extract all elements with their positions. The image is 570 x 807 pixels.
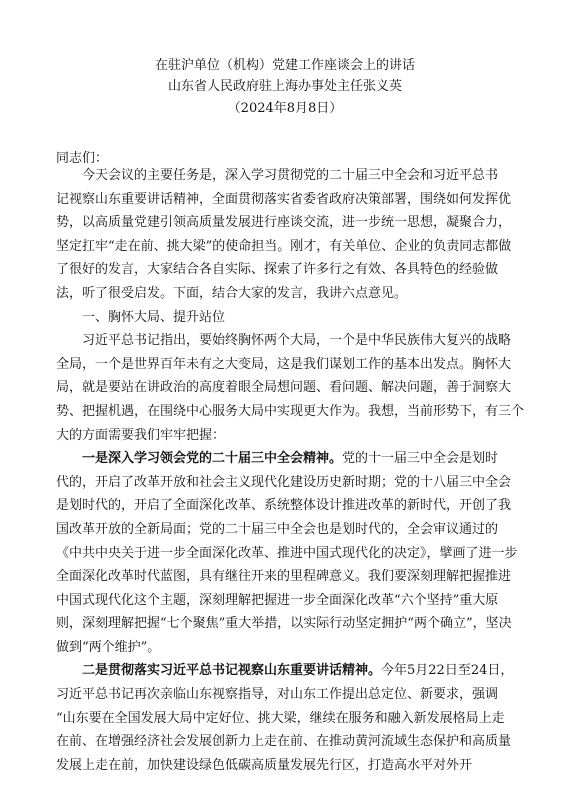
point1-line: 是划时代的，开启了全面深化改革、系统整体设计推进改革的新时代，开创了我 xyxy=(56,498,512,514)
point2-line: “山东要在全国发展大局中定好位、挑大梁，继续在服务和融入新发展格局上走 xyxy=(56,710,505,726)
para1-line: 局，就是要站在讲政治的高度着眼全局想问题、看问题、解决问题，善于洞察大 xyxy=(56,380,512,396)
point1-line: 全面深化改革时代蓝图，具有继往开来的里程碑意义。我们要深刻理解把握推进 xyxy=(56,569,512,585)
point1-line: 代的，开启了改革开放和社会主义现代化建设历史新时期；党的十八届三中全会 xyxy=(56,474,512,490)
para1-line: 大的方面需要我们牢牢把握： xyxy=(56,427,226,443)
speech-body xyxy=(56,164,525,777)
point2-line: 发展上走在前，加快建设绿色低碳高质量发展先行区，打造高水平对外开 xyxy=(56,757,473,773)
point2-first-rest: 今年5月22日至24日， xyxy=(381,663,514,679)
point1-line: 做到“两个维护”。 xyxy=(56,639,161,655)
point1-line: 国改革开放的全新局面；党的二十届三中全会也是划时代的，全会审议通过的 xyxy=(56,521,499,537)
para1-line: 全局，一个是世界百年未有之大变局，这是我们谋划工作的基本出发点。胸怀大 xyxy=(56,356,512,372)
speech-date: （2024年8月8日） xyxy=(227,101,343,116)
intro-line: 坚定扛牢“走在前、挑大梁”的使命担当。刚才，有关单位、企业的负责同志都做 xyxy=(56,238,512,254)
point1-line: 《中共中央关于进一步全面深化改革、推进中国式现代化的决定》，擘画了进一步 xyxy=(56,545,518,561)
point1-lead: 一是深入学习领会党的二十届三中全会精神。 xyxy=(56,451,343,467)
intro-line: 势，以高质量党建引领高质量发展进行座谈交流，进一步统一思想，凝聚合力， xyxy=(56,215,512,231)
point2-line: 习近平总书记再次亲临山东视察指导，对山东工作提出总定位、新要求，强调 xyxy=(56,687,499,703)
para1-line: 习近平总书记指出，要始终胸怀两个大局，一个是中华民族伟大复兴的战略 xyxy=(56,333,512,349)
salutation: 同志们： xyxy=(56,151,109,166)
intro-line: 记视察山东重要讲话精神，全面贯彻落实省委省政府决策部署，围绕如何发挥优 xyxy=(56,191,512,207)
point1-first-rest: 党的十一届三中全会是划时 xyxy=(342,451,499,467)
title-line-2: 山东省人民政府驻上海办事处主任张义英 xyxy=(167,79,402,94)
title-line-1: 在驻沪单位（机构）党建工作座谈会上的讲话 xyxy=(154,58,415,73)
para1-line: 势、把握机遇，在围绕中心服务大局中实现更大作为。我想，当前形势下，有三个 xyxy=(56,403,525,419)
point1-first-line xyxy=(56,447,516,471)
intro-line: 了很好的发言，大家结合各自实际、探索了许多行之有效、各具特色的经验做 xyxy=(56,262,499,278)
intro-line: 法，听了很受启发。下面，结合大家的发言，我讲六点意见。 xyxy=(56,285,408,301)
point2-lead: 二是贯彻落实习近平总书记视察山东重要讲话精神。 xyxy=(56,663,382,679)
point2-line: 在前、在增强经济社会发展创新力上走在前、在推动黄河流域生态保护和高质量 xyxy=(56,734,512,750)
point1-line: 中国式现代化这个主题，深刻理解把握进一步全面深化改革“六个坚持”重大原 xyxy=(56,592,499,608)
point1-line: 则，深刻理解把握“七个聚焦”重大举措，以实际行动坚定拥护“两个确立”，坚决 xyxy=(56,616,512,632)
point2-first-line xyxy=(56,659,516,683)
section-heading-1: 一、胸怀大局、提升站位 xyxy=(56,309,226,325)
intro-line: 今天会议的主要任务是，深入学习贯彻党的二十届三中全会和习近平总书 xyxy=(56,168,499,183)
